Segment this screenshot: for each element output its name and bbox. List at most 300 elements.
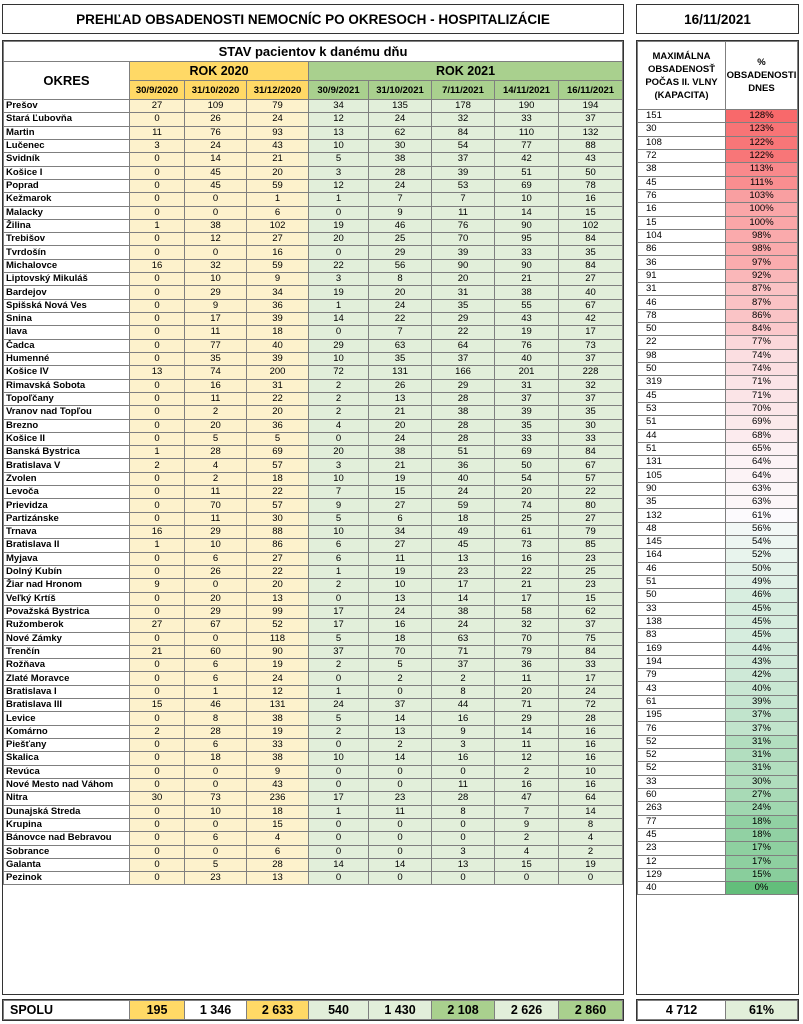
- patient-count: 13: [369, 392, 432, 405]
- patient-count: 13: [432, 552, 495, 565]
- patient-count: 0: [130, 818, 185, 831]
- occupancy-percent: 71%: [726, 389, 798, 402]
- patient-count: 35: [559, 406, 623, 419]
- patient-count: 38: [247, 712, 309, 725]
- district-row: [4, 179, 623, 192]
- capacity-value: 105: [638, 469, 726, 482]
- patient-count: 109: [185, 100, 247, 113]
- patient-count: 28: [432, 432, 495, 445]
- patient-count: 24: [369, 432, 432, 445]
- capacity-value: 131: [638, 456, 726, 469]
- patient-count: 1: [130, 539, 185, 552]
- patient-count: 10: [309, 472, 369, 485]
- district-name: Levoča: [4, 486, 130, 499]
- capacity-value: 50: [638, 362, 726, 375]
- patient-count: 78: [559, 179, 623, 192]
- patient-count: 14: [432, 592, 495, 605]
- patient-count: 20: [309, 233, 369, 246]
- district-name: Malacky: [4, 206, 130, 219]
- patient-count: 43: [247, 778, 309, 791]
- patient-count: 19: [369, 565, 432, 578]
- patient-count: 16: [432, 712, 495, 725]
- patient-count: 29: [185, 605, 247, 618]
- patient-count: 72: [559, 699, 623, 712]
- district-name: Rožňava: [4, 659, 130, 672]
- occupancy-percent: 50%: [726, 562, 798, 575]
- patient-count: 3: [309, 273, 369, 286]
- patient-count: 0: [130, 432, 185, 445]
- patient-count: 2: [309, 406, 369, 419]
- patient-count: 1: [309, 193, 369, 206]
- district-row: [4, 392, 623, 405]
- patient-count: 1: [309, 805, 369, 818]
- capacity-value: 22: [638, 336, 726, 349]
- patient-count: 5: [309, 153, 369, 166]
- capacity-value: 48: [638, 522, 726, 535]
- district-row: [4, 459, 623, 472]
- capacity-row: [638, 389, 798, 402]
- patient-count: 27: [559, 512, 623, 525]
- capacity-row: [638, 229, 798, 242]
- patient-count: 36: [247, 299, 309, 312]
- capacity-value: 164: [638, 549, 726, 562]
- district-name: Košice IV: [4, 366, 130, 379]
- capacity-row: [638, 163, 798, 176]
- capacity-value: 77: [638, 815, 726, 828]
- patient-count: 39: [495, 406, 559, 419]
- patient-count: 77: [495, 139, 559, 152]
- district-row: [4, 352, 623, 365]
- district-row: [4, 446, 623, 459]
- patient-count: 0: [130, 739, 185, 752]
- patient-count: 10: [185, 539, 247, 552]
- capacity-row: [638, 123, 798, 136]
- patient-count: 26: [185, 565, 247, 578]
- patient-count: 29: [309, 339, 369, 352]
- district-row: [4, 765, 623, 778]
- patient-count: 3: [309, 166, 369, 179]
- district-row: [4, 539, 623, 552]
- patient-count: 18: [185, 752, 247, 765]
- patient-count: 11: [185, 486, 247, 499]
- patient-count: 64: [432, 339, 495, 352]
- district-row: [4, 153, 623, 166]
- capacity-row: [638, 296, 798, 309]
- patient-count: 0: [309, 872, 369, 885]
- patient-count: 13: [369, 725, 432, 738]
- district-name: Čadca: [4, 339, 130, 352]
- capacity-header: MAXIMÁLNA OBSADENOSŤ POČAS II. VLNY (KAPACITA): [638, 42, 726, 110]
- district-name: Košice II: [4, 432, 130, 445]
- patient-count: 10: [309, 139, 369, 152]
- district-name: Pezinok: [4, 872, 130, 885]
- district-row: [4, 499, 623, 512]
- capacity-value: 43: [638, 682, 726, 695]
- patient-count: 35: [369, 352, 432, 365]
- patient-count: 0: [130, 313, 185, 326]
- district-name: Bánovce nad Bebravou: [4, 832, 130, 845]
- district-row: [4, 872, 623, 885]
- patient-count: 0: [185, 246, 247, 259]
- district-name: Bratislava I: [4, 685, 130, 698]
- capacity-row: [638, 722, 798, 735]
- patient-count: 0: [130, 872, 185, 885]
- patient-count: 5: [185, 858, 247, 871]
- district-row: [4, 672, 623, 685]
- patient-count: 9: [247, 273, 309, 286]
- capacity-value: 169: [638, 642, 726, 655]
- patient-count: 178: [432, 100, 495, 113]
- total-value: 2 108: [432, 1001, 495, 1020]
- patient-count: 14: [309, 313, 369, 326]
- patient-count: 2: [432, 672, 495, 685]
- occupancy-percent: 49%: [726, 575, 798, 588]
- patient-count: 74: [495, 499, 559, 512]
- patient-count: 39: [432, 166, 495, 179]
- capacity-row: [638, 549, 798, 562]
- patient-count: 17: [309, 605, 369, 618]
- district-row: [4, 286, 623, 299]
- patient-count: 166: [432, 366, 495, 379]
- district-name: Košice I: [4, 166, 130, 179]
- capacity-value: 76: [638, 189, 726, 202]
- patient-count: 73: [185, 792, 247, 805]
- patient-count: 52: [247, 619, 309, 632]
- capacity-row: [638, 243, 798, 256]
- patient-count: 33: [495, 113, 559, 126]
- capacity-value: 30: [638, 123, 726, 136]
- district-name: Vranov nad Topľou: [4, 406, 130, 419]
- capacity-row: [638, 522, 798, 535]
- patient-count: 0: [130, 552, 185, 565]
- capacity-panel: [636, 40, 799, 995]
- patient-count: 0: [309, 206, 369, 219]
- patient-count: 54: [495, 472, 559, 485]
- patient-count: 16: [495, 778, 559, 791]
- okres-header: OKRES: [4, 62, 130, 100]
- total-value: 1 346: [185, 1001, 247, 1020]
- capacity-value: 151: [638, 110, 726, 123]
- patient-count: 2: [130, 459, 185, 472]
- patient-count: 21: [369, 459, 432, 472]
- patient-count: 24: [432, 486, 495, 499]
- patient-count: 4: [185, 459, 247, 472]
- district-row: [4, 818, 623, 831]
- patient-count: 6: [185, 832, 247, 845]
- patient-count: 0: [185, 818, 247, 831]
- patient-count: 67: [185, 619, 247, 632]
- patient-count: 0: [309, 432, 369, 445]
- district-row: [4, 259, 623, 272]
- patient-count: 31: [247, 379, 309, 392]
- district-name: Poprad: [4, 179, 130, 192]
- patient-count: 7: [432, 193, 495, 206]
- district-row: [4, 659, 623, 672]
- occupancy-percent: 74%: [726, 349, 798, 362]
- district-row: [4, 565, 623, 578]
- patient-count: 0: [130, 605, 185, 618]
- district-row: [4, 725, 623, 738]
- patient-count: 45: [185, 166, 247, 179]
- patient-count: 34: [369, 526, 432, 539]
- district-rows: [4, 100, 623, 885]
- patient-count: 61: [495, 526, 559, 539]
- patient-count: 20: [369, 419, 432, 432]
- patient-count: 14: [369, 858, 432, 871]
- patient-count: 38: [185, 219, 247, 232]
- patient-count: 0: [185, 778, 247, 791]
- patient-count: 0: [369, 845, 432, 858]
- capacity-value: 31: [638, 283, 726, 296]
- totals-capacity-panel: [636, 999, 799, 1021]
- patient-count: 44: [432, 699, 495, 712]
- report-title: PREHĽAD OBSADENOSTI NEMOCNÍC PO OKRESOCH - HOSPITALIZÁCIE: [2, 4, 624, 34]
- occupancy-percent: 42%: [726, 669, 798, 682]
- patient-count: 4: [247, 832, 309, 845]
- patient-count: 0: [130, 379, 185, 392]
- district-name: Žiar nad Hronom: [4, 579, 130, 592]
- capacity-row: [638, 309, 798, 322]
- district-name: Nové Zámky: [4, 632, 130, 645]
- patient-count: 27: [559, 273, 623, 286]
- patient-count: 11: [495, 739, 559, 752]
- district-row: [4, 100, 623, 113]
- patient-count: 38: [369, 153, 432, 166]
- district-row: [4, 313, 623, 326]
- patient-count: 23: [559, 552, 623, 565]
- district-name: Trnava: [4, 526, 130, 539]
- patient-count: 35: [559, 246, 623, 259]
- capacity-row: [638, 283, 798, 296]
- occupancy-percent: 100%: [726, 203, 798, 216]
- date-header-2021: 14/11/2021: [495, 81, 559, 100]
- patient-count: 0: [130, 778, 185, 791]
- patient-count: 0: [130, 512, 185, 525]
- patient-count: 37: [432, 153, 495, 166]
- occupancy-percent: 45%: [726, 615, 798, 628]
- occupancy-percent: 17%: [726, 842, 798, 855]
- occupancy-percent: 63%: [726, 482, 798, 495]
- district-name: Krupina: [4, 818, 130, 831]
- patient-count: 19: [495, 326, 559, 339]
- patient-count: 0: [369, 685, 432, 698]
- patient-count: 22: [247, 392, 309, 405]
- patient-count: 16: [495, 552, 559, 565]
- patient-count: 93: [247, 126, 309, 139]
- occupancy-percent: 17%: [726, 855, 798, 868]
- occupancy-percent: 30%: [726, 775, 798, 788]
- occupancy-percent: 31%: [726, 735, 798, 748]
- patient-count: 0: [130, 179, 185, 192]
- patient-count: 77: [185, 339, 247, 352]
- patient-count: 6: [369, 512, 432, 525]
- district-name: Rimavská Sobota: [4, 379, 130, 392]
- capacity-value: 38: [638, 163, 726, 176]
- capacity-row: [638, 189, 798, 202]
- patient-count: 24: [247, 672, 309, 685]
- district-name: Humenné: [4, 352, 130, 365]
- patient-count: 27: [130, 100, 185, 113]
- district-row: [4, 712, 623, 725]
- patient-count: 11: [432, 778, 495, 791]
- capacity-value: 50: [638, 323, 726, 336]
- patient-count: 19: [309, 219, 369, 232]
- patient-count: 35: [432, 299, 495, 312]
- capacity-value: 51: [638, 575, 726, 588]
- patient-count: 47: [495, 792, 559, 805]
- patient-count: 0: [130, 565, 185, 578]
- occupancy-percent: 31%: [726, 749, 798, 762]
- patient-count: 40: [247, 339, 309, 352]
- capacity-value: 51: [638, 416, 726, 429]
- capacity-row: [638, 362, 798, 375]
- patient-count: 56: [369, 259, 432, 272]
- patient-count: 27: [247, 233, 309, 246]
- district-row: [4, 193, 623, 206]
- patient-count: 29: [432, 379, 495, 392]
- district-name: Prešov: [4, 100, 130, 113]
- patient-count: 0: [130, 632, 185, 645]
- patient-count: 0: [130, 805, 185, 818]
- occupancy-percent: 61%: [726, 509, 798, 522]
- patient-count: 17: [559, 672, 623, 685]
- patient-count: 16: [559, 193, 623, 206]
- date-header-2021: 7/11/2021: [432, 81, 495, 100]
- district-row: [4, 605, 623, 618]
- patient-count: 0: [130, 712, 185, 725]
- patient-count: 69: [495, 179, 559, 192]
- occupancy-percent: 31%: [726, 762, 798, 775]
- patient-count: 71: [432, 645, 495, 658]
- patient-count: 2: [495, 765, 559, 778]
- district-row: [4, 366, 623, 379]
- date-header-2020: 30/9/2020: [130, 81, 185, 100]
- patient-count: 0: [130, 659, 185, 672]
- patient-count: 2: [185, 472, 247, 485]
- occupancy-percent: 44%: [726, 642, 798, 655]
- capacity-row: [638, 496, 798, 509]
- patient-count: 35: [495, 419, 559, 432]
- patient-count: 70: [495, 632, 559, 645]
- patient-count: 16: [559, 778, 623, 791]
- capacity-value: 33: [638, 602, 726, 615]
- patient-count: 28: [247, 858, 309, 871]
- patient-count: 11: [130, 126, 185, 139]
- patient-count: 25: [369, 233, 432, 246]
- patient-count: 2: [130, 725, 185, 738]
- patient-count: 0: [309, 326, 369, 339]
- capacity-row: [638, 442, 798, 455]
- patient-count: 131: [369, 366, 432, 379]
- patient-count: 32: [185, 259, 247, 272]
- patient-count: 49: [432, 526, 495, 539]
- occupancy-percent: 46%: [726, 589, 798, 602]
- patient-count: 5: [309, 632, 369, 645]
- patient-count: 14: [495, 725, 559, 738]
- patient-count: 33: [495, 432, 559, 445]
- occupancy-percent: 45%: [726, 602, 798, 615]
- capacity-row: [638, 642, 798, 655]
- patient-count: 31: [495, 379, 559, 392]
- capacity-row: [638, 176, 798, 189]
- patient-count: 24: [369, 299, 432, 312]
- district-name: Ilava: [4, 326, 130, 339]
- patient-count: 37: [309, 645, 369, 658]
- hospitalization-table-panel: [2, 40, 624, 995]
- capacity-value: 72: [638, 149, 726, 162]
- patient-count: 90: [247, 645, 309, 658]
- district-name: Snina: [4, 313, 130, 326]
- patient-count: 14: [185, 153, 247, 166]
- capacity-value: 86: [638, 243, 726, 256]
- patient-count: 12: [247, 685, 309, 698]
- capacity-value: 44: [638, 429, 726, 442]
- capacity-value: 129: [638, 868, 726, 881]
- patient-count: 6: [185, 552, 247, 565]
- patient-count: 28: [185, 446, 247, 459]
- patient-count: 29: [185, 286, 247, 299]
- district-name: Skalica: [4, 752, 130, 765]
- occupancy-percent: 71%: [726, 376, 798, 389]
- capacity-value: 98: [638, 349, 726, 362]
- district-name: Bratislava III: [4, 699, 130, 712]
- patient-count: 30: [130, 792, 185, 805]
- patient-count: 34: [247, 286, 309, 299]
- hospitalization-table: [3, 41, 623, 885]
- totals-row: [4, 1001, 623, 1020]
- patient-count: 40: [495, 352, 559, 365]
- district-name: Galanta: [4, 858, 130, 871]
- patient-count: 42: [559, 313, 623, 326]
- patient-count: 75: [559, 632, 623, 645]
- patient-count: 70: [369, 645, 432, 658]
- capacity-value: 15: [638, 216, 726, 229]
- patient-count: 0: [185, 765, 247, 778]
- patient-count: 0: [432, 872, 495, 885]
- patient-count: 0: [369, 872, 432, 885]
- patient-count: 0: [130, 246, 185, 259]
- total-value: 1 430: [369, 1001, 432, 1020]
- patient-count: 46: [185, 699, 247, 712]
- patient-count: 59: [432, 499, 495, 512]
- occupancy-percent: 27%: [726, 788, 798, 801]
- district-name: Trenčín: [4, 645, 130, 658]
- capacity-value: 50: [638, 589, 726, 602]
- patient-count: 43: [495, 313, 559, 326]
- capacity-row: [638, 336, 798, 349]
- patient-count: 90: [495, 219, 559, 232]
- occupancy-percent: 98%: [726, 229, 798, 242]
- patient-count: 51: [432, 446, 495, 459]
- patient-count: 10: [369, 579, 432, 592]
- patient-count: 24: [369, 113, 432, 126]
- patient-count: 84: [432, 126, 495, 139]
- district-name: Spišská Nová Ves: [4, 299, 130, 312]
- capacity-row: [638, 509, 798, 522]
- occupancy-percent: 84%: [726, 323, 798, 336]
- capacity-value: 83: [638, 629, 726, 642]
- capacity-row: [638, 775, 798, 788]
- patient-count: 15: [559, 206, 623, 219]
- occupancy-percent: 86%: [726, 309, 798, 322]
- occupancy-percent: 64%: [726, 456, 798, 469]
- date-header-2021: 16/11/2021: [559, 81, 623, 100]
- patient-count: 14: [559, 805, 623, 818]
- district-name: Nitra: [4, 792, 130, 805]
- patient-count: 0: [309, 739, 369, 752]
- capacity-row: [638, 615, 798, 628]
- capacity-value: 53: [638, 402, 726, 415]
